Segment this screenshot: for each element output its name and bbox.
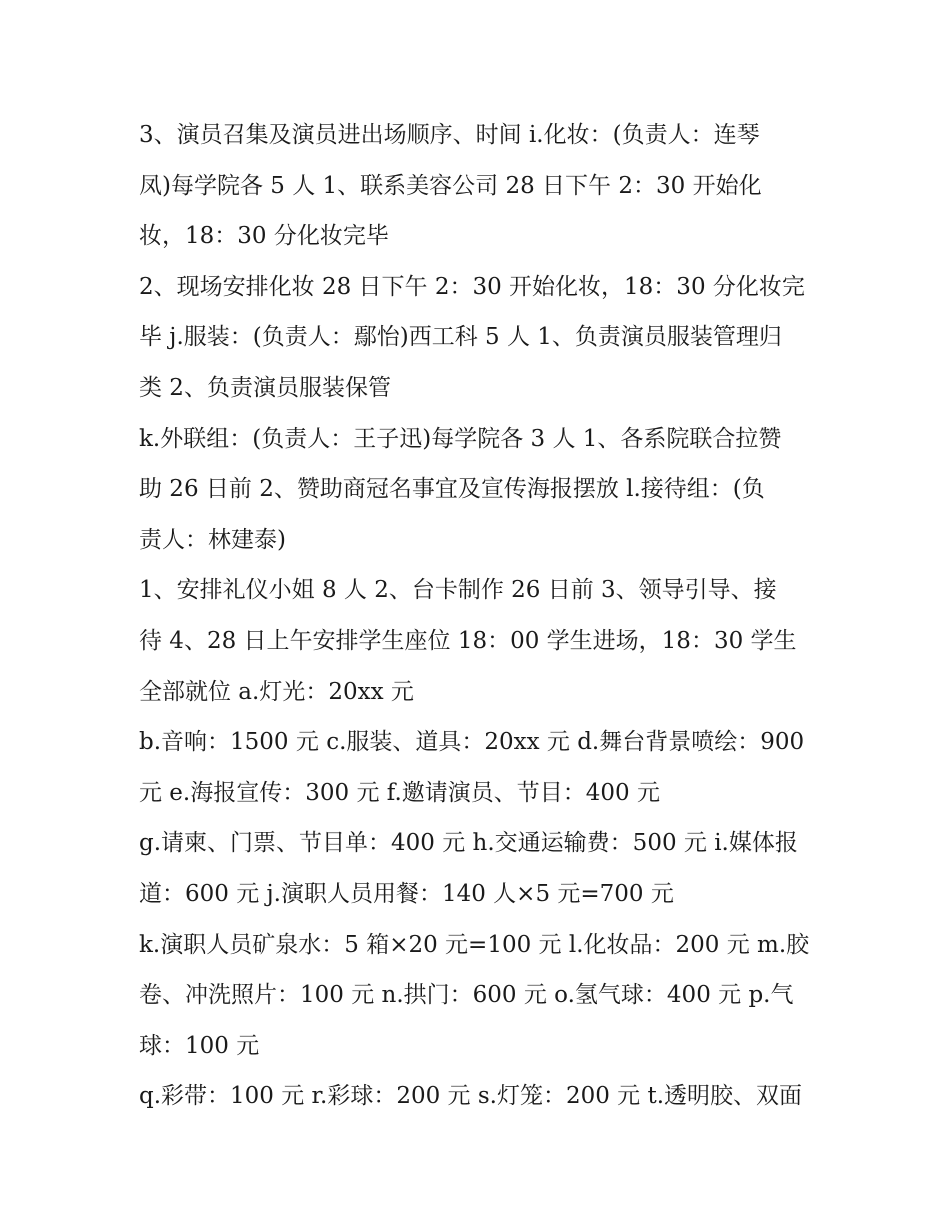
text-line: 毕 j.服装：(负责人：鄢怡)西工科 5 人 1、负责演员服装管理归: [139, 324, 782, 351]
text-line: 妆，18：30 分化妆完毕: [139, 223, 389, 250]
text-line: g.请柬、门票、节目单：400 元 h.交通运输费：500 元 i.媒体报: [139, 830, 798, 857]
text-line: 责人：林建泰): [139, 526, 286, 553]
text-line: k.外联组：(负责人：王子迅)每学院各 3 人 1、各系院联合拉赞: [139, 425, 782, 452]
text-line: 凤)每学院各 5 人 1、联系美容公司 28 日下午 2：30 开始化: [139, 172, 762, 199]
text-line: 1、安排礼仪小姐 8 人 2、台卡制作 26 日前 3、领导引导、接: [139, 577, 777, 604]
text-line: 3、演员召集及演员进出场顺序、时间 i.化妆：(负责人：连琴: [139, 122, 760, 148]
paragraph-budget-q-t: [139, 1071, 819, 1122]
paragraph-onsite-makeup: [139, 262, 819, 414]
text-line: 类 2、负责演员服装保管: [139, 374, 391, 401]
document-body: [139, 110, 819, 1122]
text-line: 元 e.海报宣传：300 元 f.邀请演员、节目：400 元: [139, 779, 660, 806]
paragraph-budget-b-f: [139, 717, 819, 818]
text-line: 助 26 日前 2、赞助商冠名事宜及宣传海报摆放 l.接待组：(负: [139, 476, 765, 503]
text-line: 2、现场安排化妆 28 日下午 2：30 开始化妆，18：30 分化妆完: [139, 273, 805, 300]
text-line: 全部就位 a.灯光：20xx 元: [139, 678, 414, 705]
text-line: k.演职人员矿泉水：5 箱×20 元=100 元 l.化妆品：200 元 m.胶: [139, 931, 810, 958]
text-line: b.音响：1500 元 c.服装、道具：20xx 元 d.舞台背景喷绘：900: [139, 729, 805, 756]
paragraph-makeup-schedule: [139, 110, 819, 262]
paragraph-reception-tasks: [139, 565, 819, 717]
paragraph-outreach-group: [139, 414, 819, 566]
text-line: 球：100 元: [139, 1032, 260, 1059]
paragraph-budget-k-p: [139, 920, 819, 1072]
text-line: 待 4、28 日上午安排学生座位 18：00 学生进场，18：30 学生: [139, 627, 797, 654]
paragraph-budget-g-j: [139, 818, 819, 919]
text-line: 卷、冲洗照片：100 元 n.拱门：600 元 o.氢气球：400 元 p.气: [139, 982, 794, 1009]
text-line: q.彩带：100 元 r.彩球：200 元 s.灯笼：200 元 t.透明胶、双面: [139, 1083, 803, 1110]
text-line: 道：600 元 j.演职人员用餐：140 人×5 元=700 元: [139, 880, 674, 907]
